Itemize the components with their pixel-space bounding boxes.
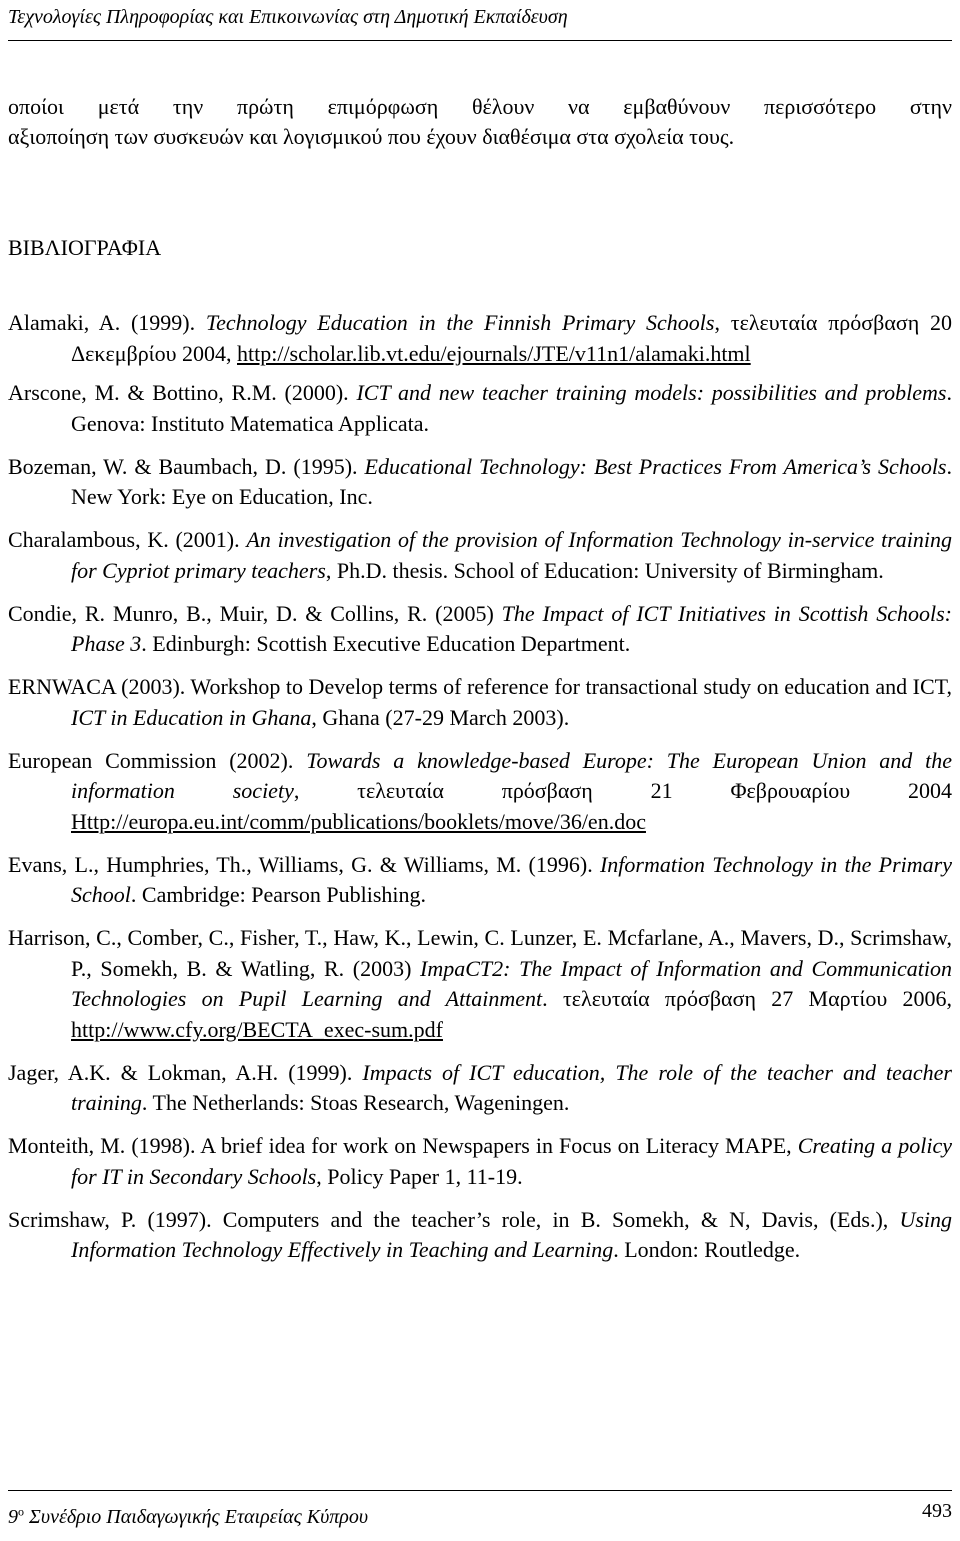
ref-details: . Cambridge: Pearson Publishing. — [130, 882, 427, 907]
running-header: Τεχνολογίες Πληροφορίας και Επικοινωνίας στη Δημοτική Εκπαίδευση — [8, 6, 568, 28]
ref-authors: Bozeman, W. & Baumbach, D. (1995). — [8, 453, 365, 479]
ref-title: ICT in Education in Ghana — [71, 704, 312, 730]
ref-authors: Scrimshaw, P. (1997). Computers and the teacher’s role, in B. Somekh, & N, Davis, (Eds.), — [8, 1206, 900, 1232]
ref-authors: Monteith, M. (1998). A brief idea for work on Newspapers in Focus on Literacy MAPE, — [8, 1133, 798, 1158]
reference-item — [8, 746, 952, 838]
reference-item — [8, 308, 952, 369]
reference-item — [8, 1205, 952, 1266]
ref-details: . Genova: Instituto Matematica Applicata. — [71, 380, 952, 436]
intro-line-2: αξιοποίηση των συσκευών και λογισμικού που έχουν διαθέσιμα στα σχολεία τους. — [8, 124, 735, 149]
ref-title: ImpaCT2: The Impact of Information and Communication Technologies on Pupil Learning and Attainment — [71, 955, 952, 1011]
reference-item — [8, 1131, 952, 1192]
reference-item — [8, 525, 952, 586]
ref-details: , Ph.D. thesis. School of Education: University of Birmingham. — [325, 557, 884, 583]
ref-title: ICT and new teacher training models: possibilities and problems — [356, 380, 947, 405]
conference-number: 9 — [8, 1505, 18, 1528]
ref-details: . Edinburgh: Scottish Executive Education Department. — [141, 631, 631, 656]
ref-details: . The Netherlands: Stoas Research, Wageningen. — [141, 1090, 570, 1115]
section-title: ΒΙΒΛΙΟΓΡΑΦΙΑ — [8, 235, 162, 260]
ref-title: An investigation of the provision of Information Technology in-service training for Cypriot primary teachers — [71, 527, 952, 583]
ref-title: Using Information Technology Effectively in Teaching and Learning — [71, 1206, 952, 1262]
ref-details: , Ghana (27-29 March 2003). — [311, 704, 570, 730]
intro-paragraph — [8, 92, 952, 152]
reference-item — [8, 850, 952, 911]
ref-authors: Jager, A.K. & Lokman, A.H. (1999). — [8, 1059, 363, 1085]
ref-details: , τελευταία πρόσβαση 21 Φεβρουαρίου 2004 — [293, 778, 952, 803]
ref-title: Impacts of ICT education, The role of the teacher and teacher training — [71, 1059, 952, 1115]
ref-title: Technology Education in the Finnish Primary Schools — [205, 310, 715, 335]
ref-authors: European Commission (2002). — [8, 747, 307, 773]
ref-url-link[interactable]: Http://europa.eu.int/comm/publications/booklets/move/36/en.doc — [71, 808, 646, 834]
ref-authors: Evans, L., Humphries, Th., Williams, G. & Williams, M. (1996). — [8, 851, 600, 877]
ref-details: . τελευταία πρόσβαση 27 Μαρτίου 2006, — [542, 986, 952, 1011]
header-rule — [8, 40, 952, 41]
reference-list — [8, 308, 952, 1278]
reference-item — [8, 1058, 952, 1119]
page-number: 493 — [922, 1500, 952, 1522]
intro-line-1: οποίοι μετά την πρώτη επιμόρφωση θέλουν να εμβαθύνουν περισσότερο στην — [8, 94, 952, 119]
ref-details: . New York: Eye on Education, Inc. — [71, 453, 952, 509]
ref-title: Creating a policy for IT in Secondary Schools — [71, 1133, 952, 1189]
ref-url-link[interactable]: http://www.cfy.org/BECTA_exec-sum.pdf — [71, 1016, 443, 1042]
ref-details: , Policy Paper 1, 11-19. — [316, 1163, 523, 1189]
ref-title: The Impact of ICT Initiatives in Scottish Schools: Phase 3 — [71, 600, 953, 656]
running-footer — [8, 1498, 952, 1530]
ref-authors: Harrison, C., Comber, C., Fisher, T., Haw, K., Lewin, C. Lunzer, E. Mcfarlane, A., Mavers, D., Scrimshaw, P., Somekh, B. & Watling, R. (2003) — [8, 925, 952, 981]
reference-item — [8, 452, 952, 513]
ref-authors: Charalambous, K. (2001). — [8, 527, 247, 552]
reference-item — [8, 923, 952, 1045]
ref-authors: Alamaki, A. (1999). — [8, 310, 206, 335]
ref-details: , τελευταία πρόσβαση 20 Δεκεμβρίου 2004, — [71, 310, 952, 366]
ordinal-superscript: ο — [18, 1504, 24, 1518]
footer-rule — [8, 1490, 952, 1491]
ref-title: Educational Technology: Best Practices From America’s Schools — [364, 453, 947, 479]
reference-item — [8, 672, 952, 733]
conference-name — [8, 1506, 368, 1528]
ref-details: . London: Routledge. — [613, 1237, 801, 1262]
ref-authors: Arscone, M. & Bottino, R.M. (2000). — [8, 380, 357, 405]
ref-authors: Condie, R. Munro, B., Muir, D. & Collins, R. (2005) — [8, 600, 502, 626]
reference-item — [8, 599, 952, 660]
ref-url-link[interactable]: http://scholar.lib.vt.edu/ejournals/JTE/v11n1/alamaki.html — [237, 340, 751, 366]
reference-item — [8, 378, 952, 439]
ref-authors: ERNWACA (2003). Workshop to Develop terms of reference for transactional study on education and ICT, — [8, 674, 952, 699]
ref-title: Information Technology in the Primary School — [71, 851, 952, 907]
ref-title: Towards a knowledge-based Europe: The European Union and the information society — [71, 747, 953, 803]
conference-text: Συνέδριο Παιδαγωγικής Εταιρείας Κύπρου — [24, 1505, 369, 1528]
